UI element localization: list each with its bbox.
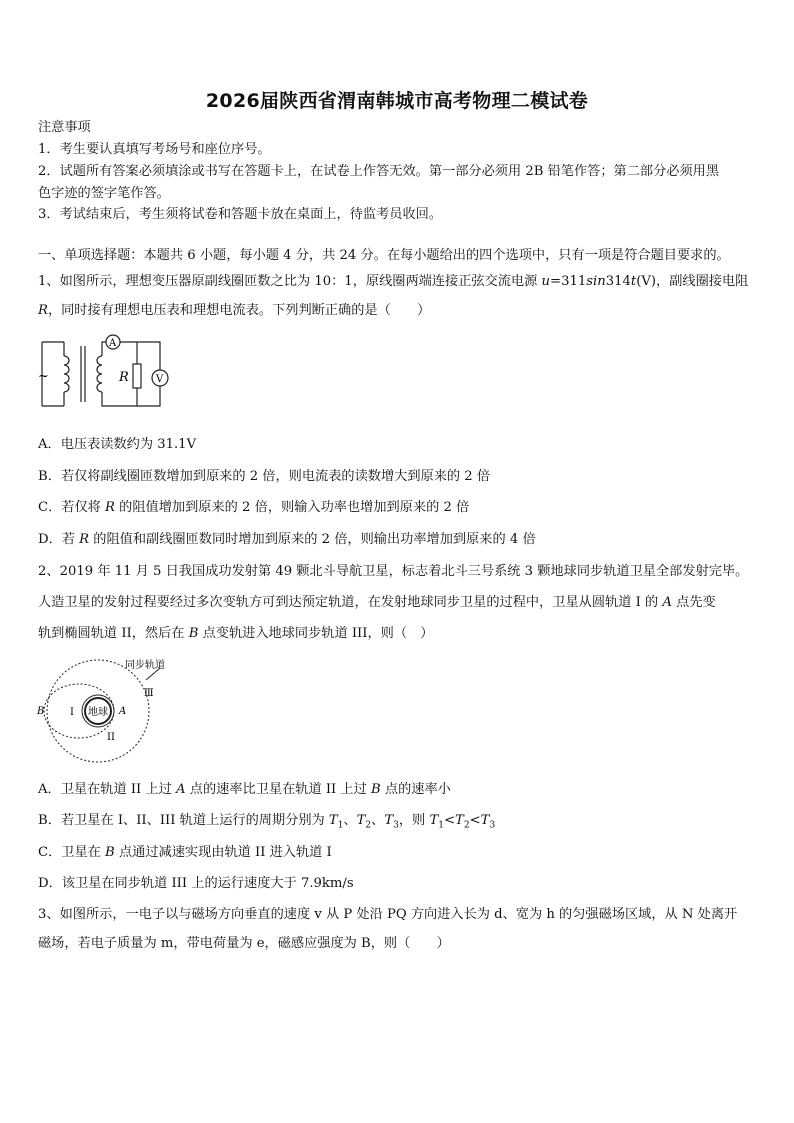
q2-sub-2: 2	[365, 820, 372, 831]
q3-stem-line1: 3、如图所示，一电子以与磁场方向垂直的速度 v 从 P 处沿 PQ 方向进入长为 d、宽为 h 的匀强磁场区域，从 N 处离开	[38, 907, 738, 922]
q2-sep-1: 、	[343, 813, 357, 828]
q2-rel-lt-2: <	[469, 813, 481, 828]
q2-stem-line3	[38, 625, 433, 642]
q2-symbol-T1: T	[328, 813, 338, 828]
q2-option-a-text-c: 点的速率小	[380, 782, 451, 797]
q2-rel-sub-2: 2	[463, 820, 470, 831]
notice-item-2-cont: 色字迹的签字笔作答。	[38, 186, 170, 201]
q2-option-c-point-B: B	[105, 845, 115, 860]
q1-option-d-symbol-R: R	[79, 532, 90, 547]
orbit-2-label: II	[107, 732, 115, 743]
q1-symbol-R: R	[38, 303, 48, 318]
q2-sep-2: 、	[371, 813, 385, 828]
notice-item-3: 3．考试结束后，考生须将试卷和答题卡放在桌面上，待监考员收回。	[38, 207, 443, 222]
primary-coil	[64, 356, 69, 392]
q1-option-c	[38, 499, 469, 516]
q2-rel-lt-1: <	[443, 813, 456, 828]
q2-option-c-text-b: 点通过减速实现由轨道 II 进入轨道 I	[114, 845, 332, 860]
q1-stem-line1	[38, 273, 748, 290]
q2-sub-1: 1	[337, 820, 344, 831]
q2-symbol-T2: T	[356, 813, 366, 828]
q2-option-a-point-A: A	[176, 782, 186, 797]
q2-option-c	[38, 844, 332, 861]
q2-option-a	[38, 781, 451, 798]
ac-source-symbol: ~	[38, 369, 49, 384]
q2-stem-line1: 2、2019 年 11 月 5 日我国成功发射第 49 颗北斗导航卫星，标志着北斗三号系统 3 颗地球同步轨道卫星全部发射完毕。	[38, 564, 749, 579]
secondary-coil	[97, 356, 102, 392]
q2-stem-text-b: 点先变	[671, 595, 716, 610]
section-header: 一、单项选择题：本题共 6 小题，每小题 4 分，共 24 分。在每小题给出的四个选项中，只有一项是符合题目要求的。	[38, 248, 730, 263]
q1-option-d-text-b: 的阻值和副线圈匝数同时增加到原来的 2 倍，则输出功率增加到原来的 4 倍	[89, 532, 536, 547]
secondary-wires	[102, 342, 160, 406]
q3-stem-line2: 磁场，若电子质量为 m，带电荷量为 e，磁感应强度为 B，则（ ）	[38, 936, 450, 951]
orbit-3-label: Ⅲ	[144, 688, 154, 699]
q2-option-c-text-a: C．卫星在	[38, 845, 106, 860]
q2-stem-line2	[38, 594, 716, 611]
sync-orbit-label: 同步轨道	[125, 660, 165, 671]
q2-point-A: A	[662, 595, 672, 610]
q2-option-b	[38, 812, 495, 835]
q2-rel-sub-1: 1	[438, 820, 444, 831]
q1-option-d-text-a: D．若	[38, 532, 80, 547]
q2-option-a-text-a: A．卫星在轨道 II 上过	[38, 782, 177, 797]
q2-option-b-text-mid: ，则	[398, 813, 430, 828]
q2-rel-T3: T	[480, 813, 490, 828]
q1-formula-u: u	[541, 274, 551, 289]
point-B-label: B	[37, 706, 45, 717]
q2-option-a-text-b: 点的速率比卫星在轨道 II 上过	[185, 782, 371, 797]
voltmeter-label: V	[156, 374, 164, 385]
q1-stem-text-a: 1、如图所示，理想变压器原副线圈匝数之比为 10：1，原线圈两端连接正弦交流电源	[38, 274, 542, 289]
q2-option-d: D．该卫星在同步轨道 III 上的运行速度大于 7.9km/s	[38, 876, 354, 891]
q1-option-b: B．若仅将副线圈匝数增加到原来的 2 倍，则电流表的读数增大到原来的 2 倍	[38, 469, 491, 484]
q1-option-d	[38, 531, 536, 548]
q2-option-a-point-B: B	[371, 782, 381, 797]
notice-item-1: 1．考生要认真填写考场号和座位序号。	[38, 142, 271, 157]
q1-formula-t: t	[630, 274, 637, 289]
q1-stem-line2	[38, 302, 430, 319]
page-title: 2026届陕西省渭南韩城市高考物理二模试卷	[205, 90, 589, 112]
ammeter-label: A	[109, 338, 117, 349]
q1-formula-sin: sin	[586, 274, 606, 289]
q2-stem-text-a: 人造卫星的发射过程要经过多次变轨方可到达预定轨道，在发射地球同步卫星的过程中，卫星从圆轨道 I 的	[38, 595, 663, 610]
earth-label: 地球	[88, 707, 108, 718]
notice-item-2: 2．试题所有答案必须填涂或书写在答题卡上，在试卷上作答无效。第一部分必须用 2B 铅笔作答；第二部分必须用黑	[38, 164, 720, 179]
q2-stem-text-d: 点变轨进入地球同步轨道 III，则（ ）	[198, 626, 434, 641]
q1-option-c-text-a: C．若仅将	[38, 500, 106, 515]
q1-stem-text-c: ，同时接有理想电压表和理想电流表。下列判断正确的是（ ）	[47, 303, 431, 318]
q1-option-a: A．电压表读数约为 31.1V	[38, 437, 197, 452]
resistor-box	[133, 364, 141, 388]
q1-option-c-symbol-R: R	[105, 500, 115, 515]
notice-heading: 注意事项	[38, 120, 91, 135]
q2-point-B: B	[188, 626, 199, 641]
q2-stem-text-c: 轨到椭圆轨道 II，然后在	[38, 626, 189, 641]
point-A-label: A	[119, 706, 127, 717]
q2-option-b-text-a: B．若卫星在 I、II、III 轨道上运行的周期分别为	[38, 813, 329, 828]
q2-sub-3: 3	[393, 820, 399, 831]
orbit-1-label: I	[70, 707, 74, 718]
satellite-orbit-figure	[34, 656, 184, 766]
q2-rel-T1: T	[429, 813, 439, 828]
transformer-circuit-figure	[36, 334, 176, 414]
q1-option-c-text-b: 的阻值增加到原来的 2 倍，则输入功率也增加到原来的 2 倍	[114, 500, 470, 515]
q2-rel-sub-3: 3	[489, 820, 496, 831]
q1-formula-eq: =311	[550, 274, 587, 289]
q2-symbol-T3: T	[384, 813, 394, 828]
resistor-label: R	[119, 370, 129, 385]
q1-stem-text-b: (V)，副线圈接电阻	[636, 274, 749, 289]
q2-rel-T2: T	[455, 813, 464, 828]
q1-formula-314: 314	[605, 274, 631, 289]
